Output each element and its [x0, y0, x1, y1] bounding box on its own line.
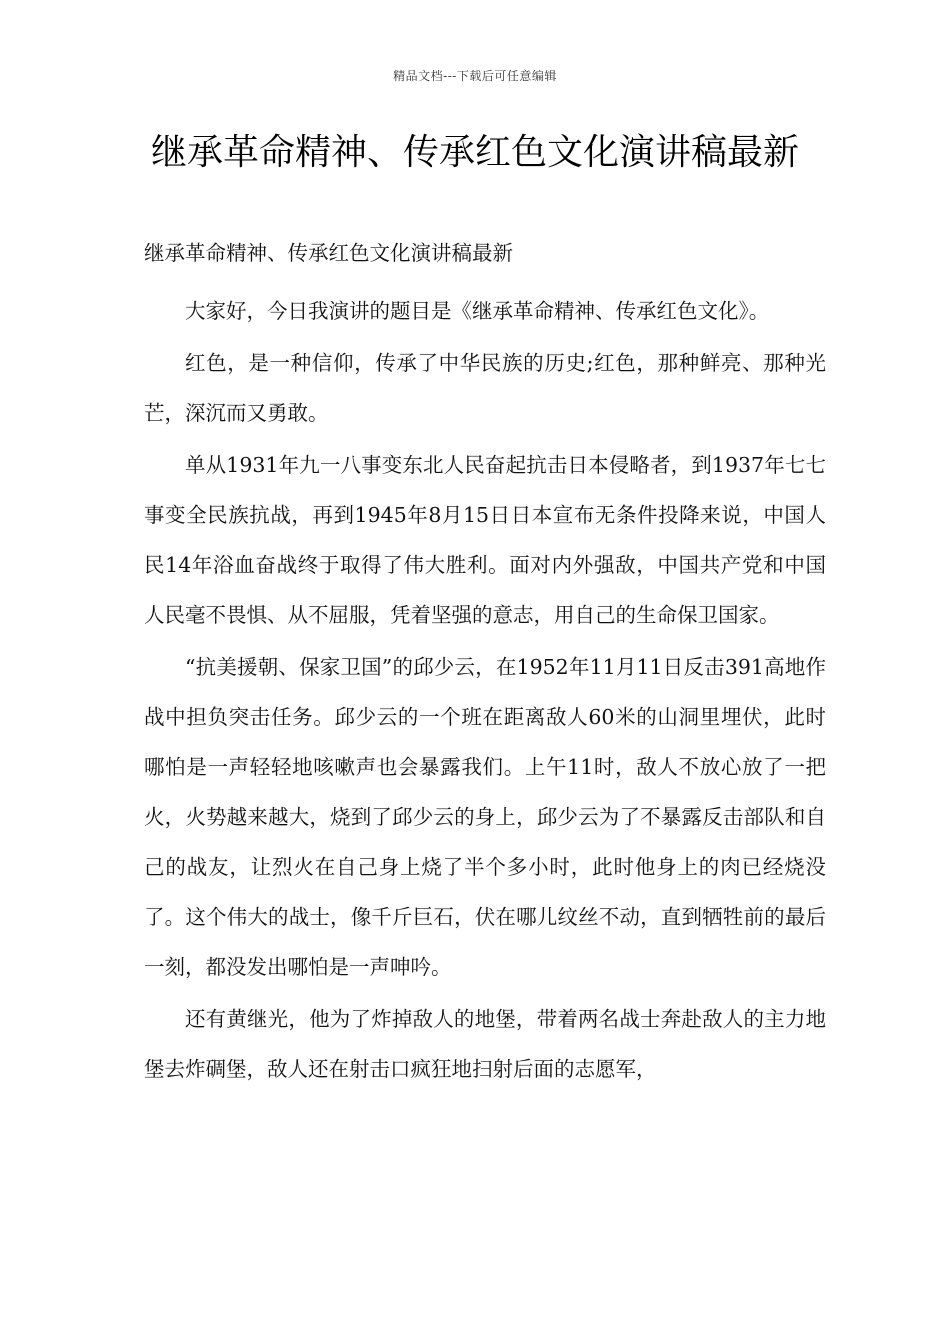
paragraph: 还有黄继光，他为了炸掉敌人的地堡，带着两名战士奔赴敌人的主力地堡去炸碉堡，敌人还在射击口疯狂地扫射后面的志愿军，	[144, 1007, 826, 1081]
document-title: 继承革命精神、传承红色文化演讲稿最新	[150, 132, 799, 173]
document-subtitle: 继承革命精神、传承红色文化演讲稿最新	[144, 241, 513, 265]
paragraph: 红色，是一种信仰，传承了中华民族的历史;红色，那种鲜亮、那种光芒，深沉而又勇敢。	[144, 351, 826, 425]
document-body	[144, 286, 826, 1096]
paragraph: 大家好，今日我演讲的题目是《继承革命精神、传承红色文化》。	[185, 299, 770, 323]
paragraph: “抗美援朝、保家卫国”的邱少云，在1952年11月11日反击391高地作战中担负突击任务。邱少云的一个班在距离敌人60米的山洞里埋伏，此时哪怕是一声轻轻地咳嗽声也会暴露我们。上午11时，敌人不放心放了一把火，火势越来越大，烧到了邱少云的身上，邱少云为了不暴露反击部队和自己的战友，让烈火在自己身上烧了半个多小时，此时他身上的肉已经烧没了。这个伟大的战士，像千斤巨石，伏在哪儿纹丝不动，直到牺牲前的最后一刻，都没发出哪怕是一声呻吟。	[144, 655, 826, 979]
paragraph: 单从1931年九一八事变东北人民奋起抗击日本侵略者，到1937年七七事变全民族抗战，再到1945年8月15日日本宣布无条件投降来说，中国人民14年浴血奋战终于取得了伟大胜利。面对内外强敌，中国共产党和中国人民毫不畏惧、从不屈服，凭着坚强的意志，用自己的生命保卫国家。	[144, 453, 826, 627]
header-note: 精品文档---下载后可任意编辑	[393, 69, 557, 83]
